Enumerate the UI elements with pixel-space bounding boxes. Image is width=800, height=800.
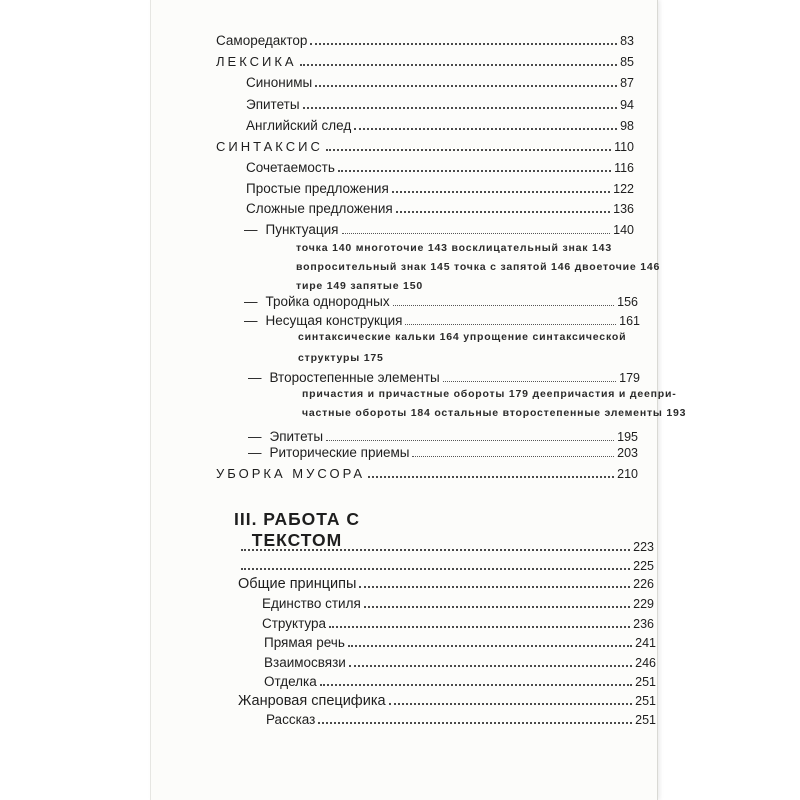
toc-entry-label: Единство стиля <box>262 596 361 611</box>
toc-entry-label: Взаимосвязи <box>264 655 346 670</box>
toc-subentries: тире 149 запятые 150 <box>296 280 423 292</box>
toc-entry-page: 136 <box>613 202 634 216</box>
toc-entry-label: Эпитеты <box>269 429 324 444</box>
toc-entry-page: 195 <box>617 430 638 444</box>
leader-dots <box>364 605 630 608</box>
leader-dots <box>300 63 617 66</box>
toc-entry <box>266 711 656 729</box>
leader-dots <box>392 190 610 193</box>
toc-entry-page: 225 <box>633 559 654 573</box>
toc-entry-page: 241 <box>635 636 656 650</box>
toc-entry-page: 251 <box>635 713 656 727</box>
section-title: III. РАБОТА С ТЕКСТОМ <box>234 509 360 550</box>
toc-entry-label: ЛЕКСИКА <box>216 54 297 69</box>
leader-dots <box>320 683 632 686</box>
dash: — <box>248 370 262 385</box>
leader-dots <box>241 548 630 551</box>
leader-dots <box>354 127 617 130</box>
leader-dots <box>359 585 630 588</box>
leader-dots <box>315 84 617 87</box>
toc-entry-page: 110 <box>614 140 634 154</box>
leader-dots <box>349 664 632 667</box>
toc-entry <box>248 369 640 387</box>
toc-entry-page: 236 <box>633 617 654 631</box>
toc-entry-page: 122 <box>613 182 634 196</box>
toc-entry <box>238 557 654 575</box>
leader-dots <box>303 106 618 109</box>
toc-entry-label: Пунктуация <box>265 222 339 237</box>
toc-subentries: структуры 175 <box>298 352 384 364</box>
toc-entry-label: Прямая речь <box>264 635 345 650</box>
toc-entry-label: Английский след <box>246 118 352 133</box>
leader-dots <box>318 721 632 724</box>
toc-entry-page: 203 <box>617 446 638 460</box>
toc-entry <box>246 96 634 114</box>
toc-subentries: причастия и причастные обороты 179 деепричастия и деепри- <box>302 388 677 400</box>
toc-entry-page: 94 <box>620 98 634 112</box>
toc-entry <box>262 595 654 613</box>
leader-dots <box>310 42 617 45</box>
dash: — <box>248 429 262 444</box>
toc-entry-label: Эпитеты <box>246 97 300 112</box>
leader-dots <box>326 439 614 441</box>
toc-entry-page: 116 <box>614 161 634 175</box>
toc-entry <box>246 200 634 218</box>
toc-entry <box>244 312 640 330</box>
toc-entry-page: 87 <box>620 76 634 90</box>
dash: — <box>244 294 258 309</box>
leader-dots <box>329 625 630 628</box>
leader-dots <box>326 148 611 151</box>
toc-subentries: частные обороты 184 остальные второстепенные элементы 193 <box>302 407 687 419</box>
toc-entry-page: 83 <box>620 34 634 48</box>
toc-entry <box>264 654 656 672</box>
toc-entry-page: 246 <box>635 656 656 670</box>
toc-entry-page: 156 <box>617 295 638 309</box>
toc-entry <box>248 444 638 462</box>
leader-dots <box>405 323 616 325</box>
dash: — <box>244 313 258 328</box>
toc-entry <box>264 673 656 691</box>
toc-entry <box>238 692 656 710</box>
toc-entry <box>216 465 638 483</box>
toc-entry-page: 85 <box>620 55 634 69</box>
toc-entry-label: Синонимы <box>246 75 313 90</box>
toc-entry-page: 226 <box>633 577 654 591</box>
toc-entry <box>246 74 634 92</box>
leader-dots <box>338 169 611 172</box>
toc-entry <box>264 634 656 652</box>
toc-entry-page: 210 <box>617 467 638 481</box>
toc-entry-page: 98 <box>620 119 634 133</box>
toc-entry-page: 161 <box>619 314 640 328</box>
toc-entry-page: 140 <box>613 223 634 237</box>
toc-entry-label: Сложные предложения <box>246 201 393 216</box>
toc-entry-label: СИНТАКСИС <box>216 139 323 154</box>
toc-entry-page: 179 <box>619 371 640 385</box>
toc-entry <box>246 117 634 135</box>
toc-subentries: вопросительный знак 145 точка с запятой 146 двоеточие 146 <box>296 261 661 273</box>
toc-entry-label: Несущая конструкция <box>265 313 403 328</box>
toc-entry-page: 251 <box>635 694 656 708</box>
toc-entry <box>244 221 634 239</box>
toc-entry <box>246 159 634 177</box>
leader-dots <box>393 304 615 306</box>
toc-entry <box>238 538 654 556</box>
toc-entry-label: Саморедактор <box>216 33 308 48</box>
toc-entry <box>216 53 634 71</box>
toc-entry-label: Общие принципы <box>238 576 357 592</box>
leader-dots <box>241 567 630 570</box>
toc-entry-label: Отделка <box>264 674 317 689</box>
toc-entry-page: 229 <box>633 597 654 611</box>
leader-dots <box>389 702 633 705</box>
toc-entry <box>244 293 638 311</box>
toc-entry <box>246 180 634 198</box>
toc-entry-label: Сочетаемость <box>246 160 335 175</box>
dash: — <box>244 222 258 237</box>
toc-entry-label: УБОРКА МУСОРА <box>216 466 366 481</box>
toc-subentries: точка 140 многоточие 143 восклицательный знак 143 <box>296 242 612 254</box>
toc-entry-label: Второстепенные элементы <box>269 370 440 385</box>
leader-dots <box>412 455 614 457</box>
toc-subentries: синтаксические кальки 164 упрощение синтаксической <box>298 331 627 343</box>
toc-entry <box>238 575 654 593</box>
toc-entry-label: Простые предложения <box>246 181 389 196</box>
toc-entry <box>262 615 654 633</box>
leader-dots <box>396 210 610 213</box>
toc-entry-label: Рассказ <box>266 712 316 727</box>
toc-entry-label: Структура <box>262 616 327 631</box>
toc-entry-label: Жанровая специфика <box>238 693 386 709</box>
leader-dots <box>342 232 611 234</box>
toc-entry-label: Тройка однородных <box>265 294 390 309</box>
leader-dots <box>368 475 614 478</box>
leader-dots <box>443 380 616 382</box>
toc-entry-label: Риторические приемы <box>269 445 410 460</box>
toc-entry <box>216 138 634 156</box>
toc-entry-page: 251 <box>635 675 656 689</box>
toc-entry <box>216 32 634 50</box>
toc-entry-page: 223 <box>633 540 654 554</box>
dash: — <box>248 445 262 460</box>
leader-dots <box>348 644 632 647</box>
